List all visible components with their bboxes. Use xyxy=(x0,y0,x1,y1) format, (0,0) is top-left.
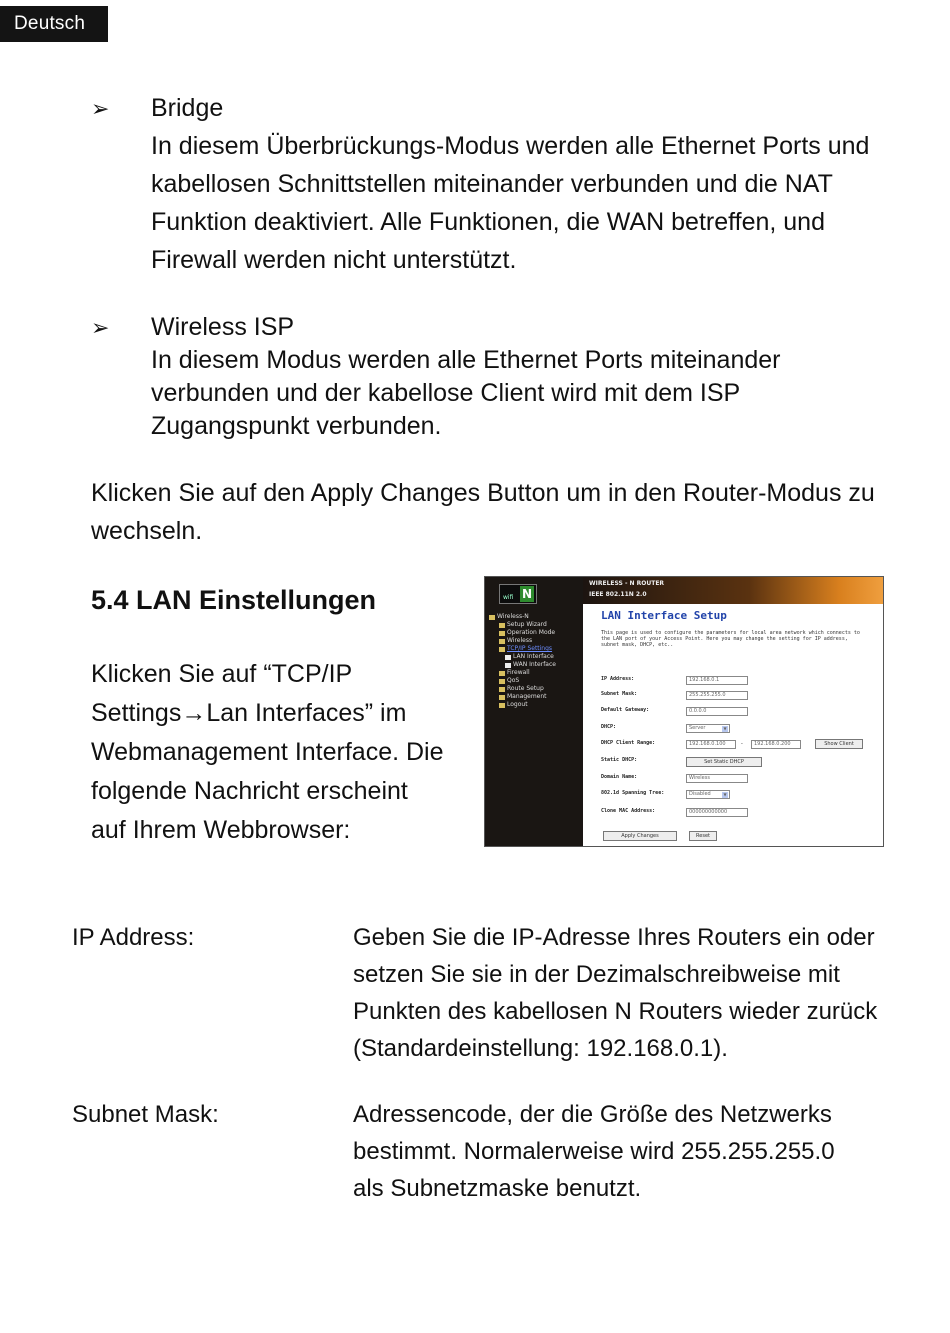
bullet-arrow-icon: ➢ xyxy=(91,97,110,122)
nav-item[interactable]: Wireless-N xyxy=(489,613,556,621)
folder-icon xyxy=(499,647,505,652)
field-clone-mac: Clone MAC Address: 000000000000 xyxy=(601,808,881,818)
router-sidebar xyxy=(485,577,583,847)
nav-item[interactable]: LAN Interface xyxy=(489,653,556,661)
router-nav xyxy=(489,613,556,709)
folder-icon xyxy=(499,703,505,708)
section-heading: 5.4 LAN Einstellungen xyxy=(91,585,377,615)
nav-item[interactable]: Route Setup xyxy=(489,685,556,693)
ip-address-input[interactable]: 192.168.0.1 xyxy=(686,676,748,685)
apply-paragraph xyxy=(91,474,911,550)
dhcp-select[interactable]: Server ▼ xyxy=(686,724,730,733)
bullet-line: verbunden und der kabellose Client wird mit dem ISP xyxy=(151,379,741,407)
nav-item[interactable]: QoS xyxy=(489,677,556,685)
paragraph-line: wechseln. xyxy=(91,517,203,545)
show-client-button[interactable]: Show Client xyxy=(815,739,863,749)
wifi-logo-icon: wifi xyxy=(503,594,514,601)
definition-line: Adressencode, der die Größe des Netzwerks xyxy=(353,1101,832,1128)
folder-icon xyxy=(489,615,495,620)
reset-button[interactable]: Reset xyxy=(689,831,717,841)
nav-item[interactable]: Wireless xyxy=(489,637,556,645)
field-subnet-mask: Subnet Mask: 255.255.255.0 xyxy=(601,691,881,701)
router-main xyxy=(601,609,881,648)
page-icon xyxy=(505,663,511,668)
field-dhcp: DHCP: Server ▼ xyxy=(601,724,881,734)
language-tab: Deutsch xyxy=(0,6,108,42)
apply-changes-button[interactable]: Apply Changes xyxy=(603,831,677,841)
n-logo-icon: N xyxy=(521,587,533,601)
chevron-down-icon: ▼ xyxy=(723,726,727,731)
instruction-line: folgende Nachricht erscheint xyxy=(91,777,408,805)
instruction-text xyxy=(91,655,471,850)
banner-subtitle: IEEE 802.11N 2.0 xyxy=(589,591,647,598)
bullet-line: In diesem Überbrückungs-Modus werden alle Ethernet Ports und xyxy=(151,132,870,160)
definition-line: setzen Sie sie in der Dezimalschreibweise mit xyxy=(353,961,840,988)
bullet-arrow-icon: ➢ xyxy=(91,316,110,341)
range-dash: - xyxy=(741,741,743,747)
clone-mac-input[interactable]: 000000000000 xyxy=(686,808,748,817)
router-logo xyxy=(499,584,537,604)
folder-icon xyxy=(499,623,505,628)
router-screenshot xyxy=(484,576,884,847)
nav-item[interactable]: Management xyxy=(489,693,556,701)
definition-desc-ip-address xyxy=(353,919,893,1067)
folder-icon xyxy=(499,639,505,644)
subnet-mask-input[interactable]: 255.255.255.0 xyxy=(686,691,748,700)
definition-term-ip-address: IP Address: xyxy=(72,924,195,951)
bullet-title: Wireless ISP xyxy=(151,313,295,341)
instruction-line: auf Ihrem Webbrowser: xyxy=(91,816,351,844)
field-domain-name: Domain Name: Wireless xyxy=(601,774,881,784)
instruction-line: Klicken Sie auf “TCP/IP xyxy=(91,660,353,688)
dhcp-range-end-input[interactable]: 192.168.0.200 xyxy=(751,740,801,749)
router-page-title: LAN Interface Setup xyxy=(601,609,727,622)
banner-title: WIRELESS - N ROUTER xyxy=(589,580,665,587)
folder-icon xyxy=(499,671,505,676)
bullet-line: Zugangspunkt verbunden. xyxy=(151,412,442,440)
bullet-title: Bridge xyxy=(151,94,224,122)
definition-line: bestimmt. Normalerweise wird 255.255.255.0 xyxy=(353,1138,835,1165)
nav-item[interactable]: Firewall xyxy=(489,669,556,677)
default-gateway-input[interactable]: 0.0.0.0 xyxy=(686,707,748,716)
definition-term-subnet-mask: Subnet Mask: xyxy=(72,1101,219,1128)
definition-line: Punkten des kabellosen N Routers wieder zurück xyxy=(353,998,878,1025)
instruction-line: Webmanagement Interface. Die xyxy=(91,738,444,766)
field-ip-address: IP Address: 192.168.0.1 xyxy=(601,676,881,686)
instruction-line: Settings→Lan Interfaces” im xyxy=(91,699,407,727)
set-static-dhcp-button[interactable]: Set Static DHCP xyxy=(686,757,762,767)
folder-icon xyxy=(499,631,505,636)
dhcp-range-start-input[interactable]: 192.168.0.100 xyxy=(686,740,736,749)
field-dhcp-range: DHCP Client Range: 192.168.0.100 - 192.168.0.200 Show Client xyxy=(601,740,881,750)
nav-item[interactable]: WAN Interface xyxy=(489,661,556,669)
nav-item[interactable]: TCP/IP Settings xyxy=(489,645,556,653)
folder-icon xyxy=(499,679,505,684)
definition-desc-subnet-mask xyxy=(353,1096,893,1207)
router-page-desc: This page is used to configure the parameters for local area network which connects to the LAN port of your Access Point. Here you may change the setting for IP address, subnet mask, DHCP, etc.. xyxy=(601,630,860,648)
nav-item[interactable]: Logout xyxy=(489,701,556,709)
bullet-wireless-isp xyxy=(151,311,911,443)
bullet-line: Firewall werden nicht unterstützt. xyxy=(151,246,517,274)
bullet-bridge xyxy=(151,89,911,279)
nav-item[interactable]: Setup Wizard xyxy=(489,621,556,629)
chevron-down-icon: ▼ xyxy=(723,792,727,797)
domain-name-input[interactable]: Wireless xyxy=(686,774,748,783)
definition-line: als Subnetzmaske benutzt. xyxy=(353,1175,642,1202)
page-icon xyxy=(505,655,511,660)
bullet-line: In diesem Modus werden alle Ethernet Ports miteinander xyxy=(151,346,781,374)
paragraph-line: Klicken Sie auf den Apply Changes Button um in den Router-Modus zu xyxy=(91,479,875,507)
field-static-dhcp: Static DHCP: Set Static DHCP xyxy=(601,757,881,767)
router-banner xyxy=(583,577,884,604)
field-spanning-tree: 802.1d Spanning Tree: Disabled ▼ xyxy=(601,790,881,800)
field-default-gateway: Default Gateway: 0.0.0.0 xyxy=(601,707,881,717)
folder-icon xyxy=(499,695,505,700)
definition-line: Geben Sie die IP-Adresse Ihres Routers ein oder xyxy=(353,924,875,951)
nav-item[interactable]: Operation Mode xyxy=(489,629,556,637)
folder-icon xyxy=(499,687,505,692)
definition-line: (Standardeinstellung: 192.168.0.1). xyxy=(353,1035,728,1062)
bullet-line: kabellosen Schnittstellen miteinander verbunden und die NAT xyxy=(151,170,833,198)
spanning-tree-select[interactable]: Disabled ▼ xyxy=(686,790,730,799)
bullet-line: Funktion deaktiviert. Alle Funktionen, die WAN betreffen, und xyxy=(151,208,825,236)
